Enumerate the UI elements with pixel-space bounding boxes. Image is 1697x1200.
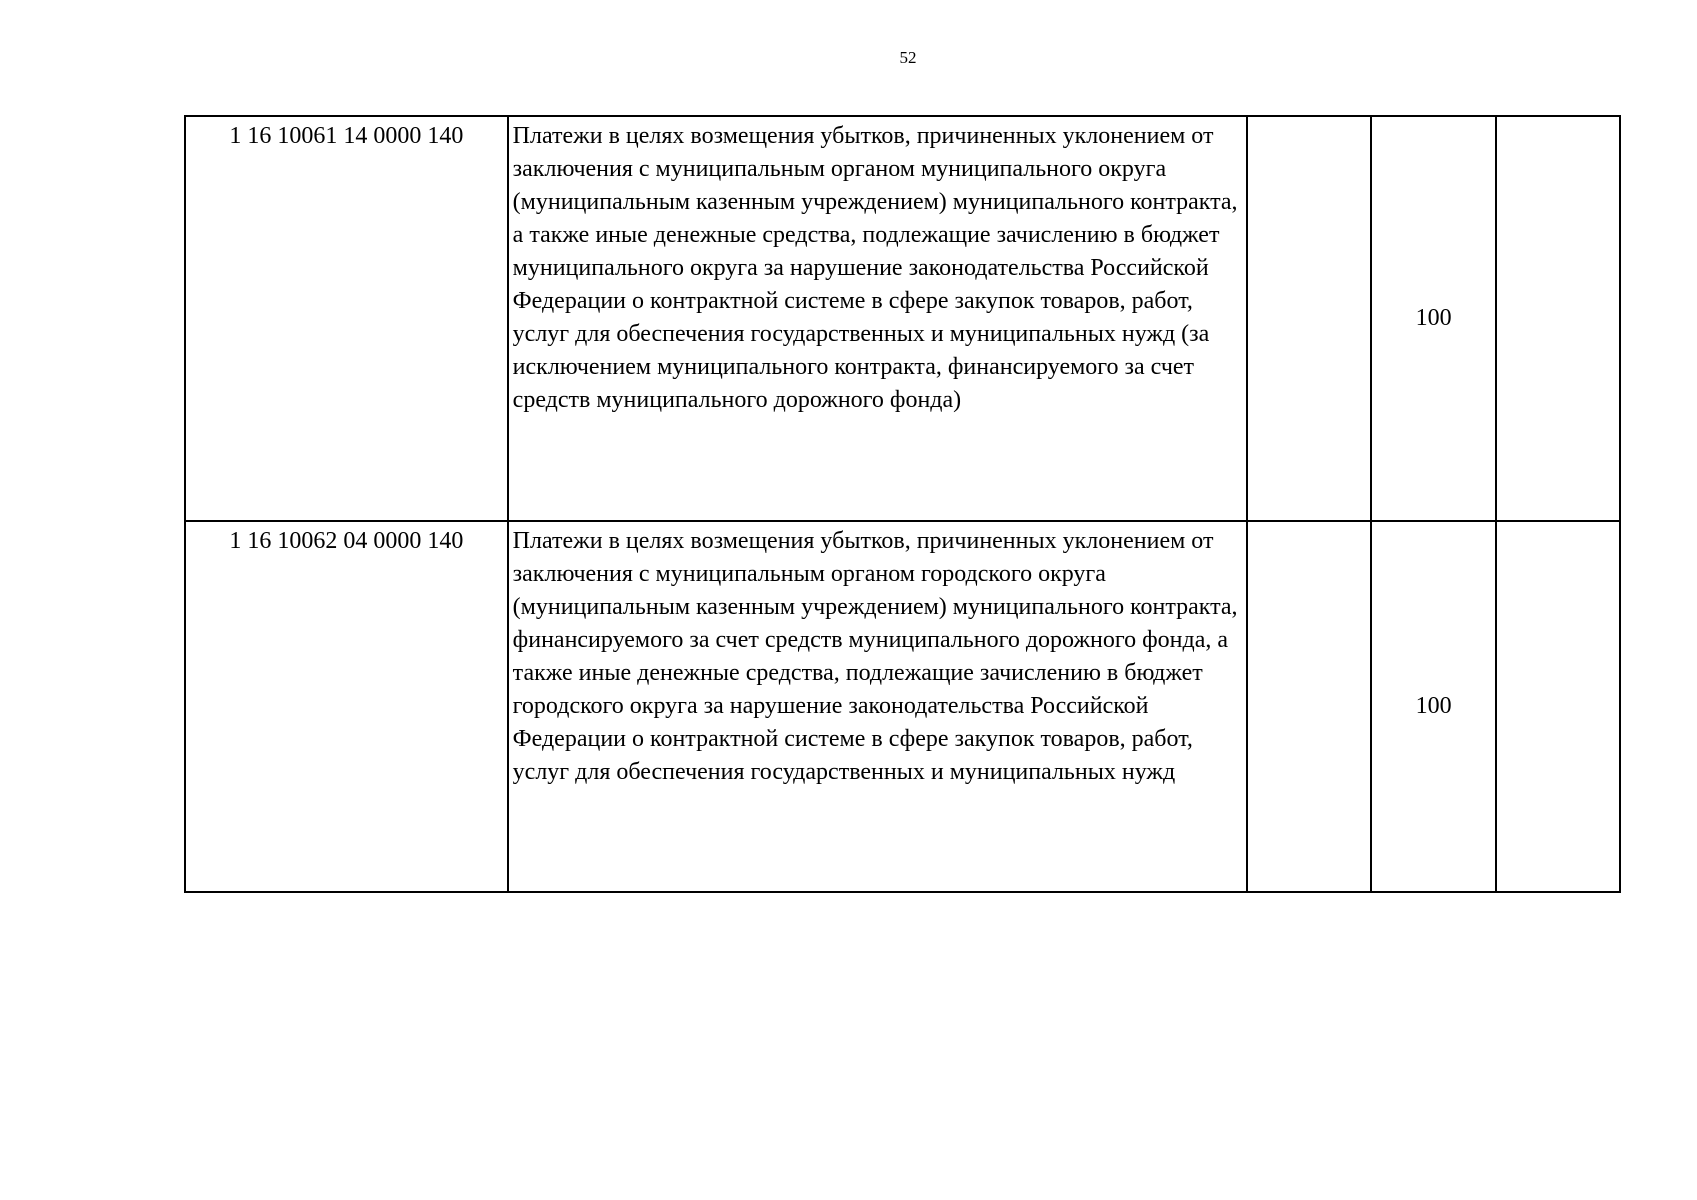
- description-cell: Платежи в целях возмещения убытков, причиненных уклонением от заключения с муниципальным органом муниципального округа (муниципальным казенным учреждением) муниципального контракта, а также иные денежные средства, подлежащие зачислению в бюджет муниципального округа за нарушение законодательства Российской Федерации о контрактной системе в сфере закупок товаров, работ, услуг для обеспечения государственных и муниципальных нужд (за исключением муниципального контракта, финансируемого за счет средств муниципального дорожного фонда): [508, 116, 1248, 521]
- value-cell-a: [1247, 521, 1371, 892]
- value-cell-b: 100: [1371, 116, 1495, 521]
- budget-revenue-table: [184, 115, 1621, 893]
- value-cell-c: [1496, 521, 1620, 892]
- value-cell-c: [1496, 116, 1620, 521]
- budget-code-cell: 1 16 10061 14 0000 140: [185, 116, 508, 521]
- page-number: 52: [899, 48, 917, 67]
- budget-code-cell: 1 16 10062 04 0000 140: [185, 521, 508, 892]
- table-row: [185, 116, 1620, 521]
- table-row: [185, 521, 1620, 892]
- value-cell-a: [1247, 116, 1371, 521]
- value-cell-b: 100: [1371, 521, 1495, 892]
- description-cell: Платежи в целях возмещения убытков, причиненных уклонением от заключения с муниципальным органом городского округа (муниципальным казенным учреждением) муниципального контракта, финансируемого за счет средств муниципального дорожного фонда, а также иные денежные средства, подлежащие зачислению в бюджет городского округа за нарушение законодательства Российской Федерации о контрактной системе в сфере закупок товаров, работ, услуг для обеспечения государственных и муниципальных нужд: [508, 521, 1248, 892]
